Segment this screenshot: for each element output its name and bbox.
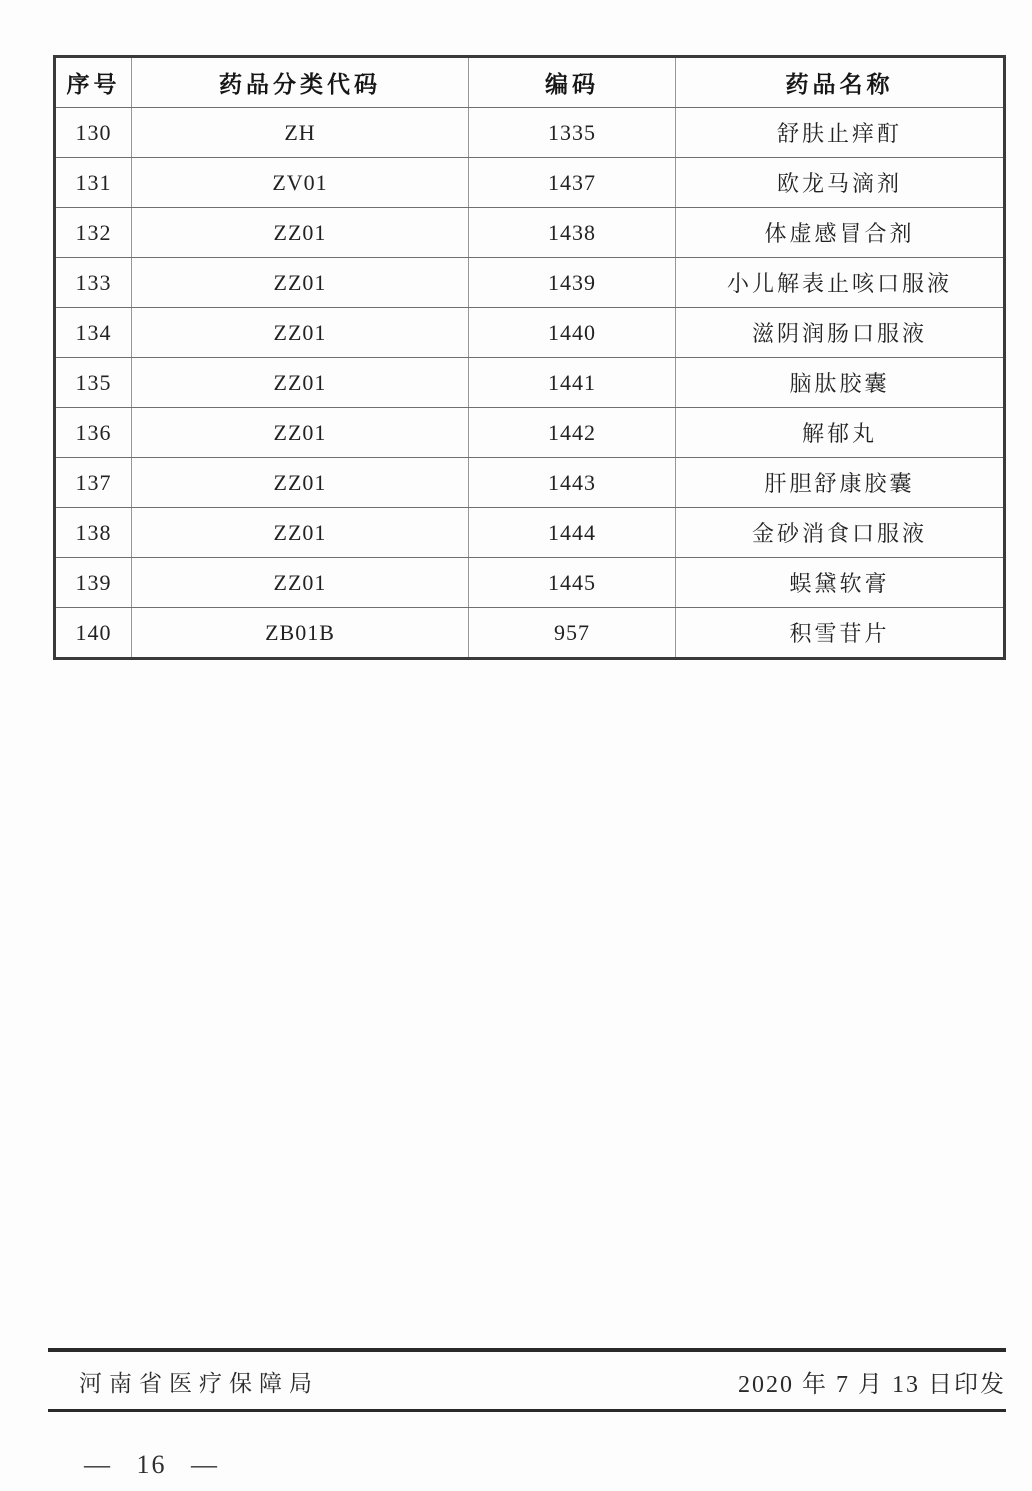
cell-drug-name: 蜈黛软膏 [676, 558, 1005, 608]
cell-drug-name: 脑肽胶囊 [676, 358, 1005, 408]
page-number: — 16 — [84, 1450, 219, 1479]
cell-seq: 137 [55, 458, 132, 508]
cell-class-code: ZZ01 [132, 208, 469, 258]
cell-seq: 140 [55, 608, 132, 659]
cell-code: 1444 [469, 508, 676, 558]
cell-seq: 134 [55, 308, 132, 358]
cell-code: 1439 [469, 258, 676, 308]
cell-drug-name: 小儿解表止咳口服液 [676, 258, 1005, 308]
cell-code: 957 [469, 608, 676, 659]
table-row [55, 208, 1005, 258]
cell-class-code: ZZ01 [132, 458, 469, 508]
cell-drug-name: 欧龙马滴剂 [676, 158, 1005, 208]
table-row [55, 158, 1005, 208]
cell-seq: 132 [55, 208, 132, 258]
cell-class-code: ZZ01 [132, 508, 469, 558]
cell-seq: 139 [55, 558, 132, 608]
cell-code: 1441 [469, 358, 676, 408]
table-row [55, 108, 1005, 158]
cell-code: 1443 [469, 458, 676, 508]
cell-code: 1438 [469, 208, 676, 258]
table-row [55, 508, 1005, 558]
cell-class-code: ZH [132, 108, 469, 158]
footer-issuer: 河南省医疗保障局 [79, 1370, 319, 1396]
cell-code: 1335 [469, 108, 676, 158]
table-row [55, 458, 1005, 508]
cell-drug-name: 解郁丸 [676, 408, 1005, 458]
cell-code: 1442 [469, 408, 676, 458]
table-row [55, 258, 1005, 308]
cell-seq: 131 [55, 158, 132, 208]
header-drug-name: 药品名称 [676, 57, 1005, 108]
cell-drug-name: 体虚感冒合剂 [676, 208, 1005, 258]
cell-seq: 136 [55, 408, 132, 458]
cell-seq: 133 [55, 258, 132, 308]
cell-seq: 130 [55, 108, 132, 158]
cell-class-code: ZZ01 [132, 358, 469, 408]
footer-bottom-rule [48, 1409, 1006, 1412]
table-row [55, 558, 1005, 608]
cell-class-code: ZZ01 [132, 258, 469, 308]
cell-code: 1437 [469, 158, 676, 208]
cell-class-code: ZZ01 [132, 408, 469, 458]
cell-drug-name: 肝胆舒康胶囊 [676, 458, 1005, 508]
table-row [55, 308, 1005, 358]
drug-list-table [53, 55, 1006, 660]
cell-class-code: ZZ01 [132, 308, 469, 358]
footer-print-date: 2020 年 7 月 13 日印发 [738, 1371, 1006, 1398]
header-code: 编码 [469, 57, 676, 108]
cell-drug-name: 金砂消食口服液 [676, 508, 1005, 558]
footer [48, 1356, 1006, 1406]
cell-seq: 138 [55, 508, 132, 558]
header-class-code: 药品分类代码 [132, 57, 469, 108]
cell-drug-name: 积雪苷片 [676, 608, 1005, 659]
cell-class-code: ZV01 [132, 158, 469, 208]
cell-drug-name: 舒肤止痒酊 [676, 108, 1005, 158]
footer-top-rule [48, 1348, 1006, 1352]
cell-class-code: ZB01B [132, 608, 469, 659]
cell-class-code: ZZ01 [132, 558, 469, 608]
table-row [55, 608, 1005, 659]
cell-code: 1440 [469, 308, 676, 358]
cell-drug-name: 滋阴润肠口服液 [676, 308, 1005, 358]
table-header-row [55, 57, 1005, 108]
table-row [55, 408, 1005, 458]
table-row [55, 358, 1005, 408]
cell-code: 1445 [469, 558, 676, 608]
cell-seq: 135 [55, 358, 132, 408]
header-seq: 序号 [55, 57, 132, 108]
